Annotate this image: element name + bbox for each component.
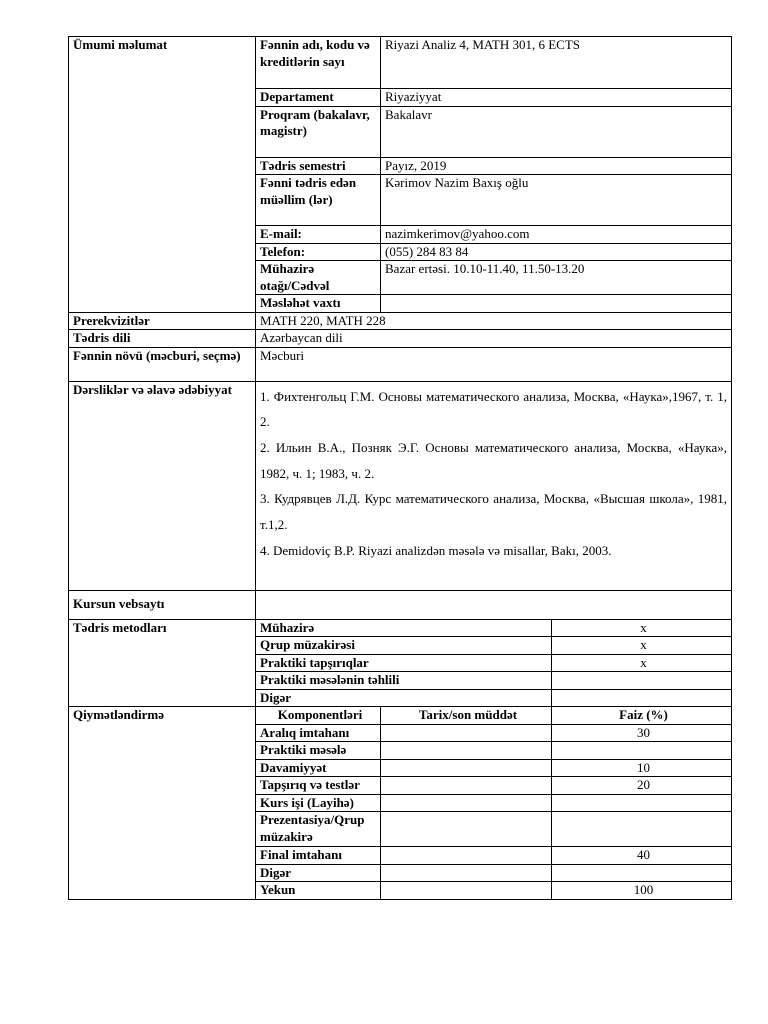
assessment-header-percent: Faiz (%) bbox=[552, 707, 732, 725]
method-name: Mühazirə bbox=[256, 619, 552, 637]
course-type-value: Məcburi bbox=[256, 347, 732, 381]
method-mark: x bbox=[552, 637, 732, 655]
assessment-percent: 30 bbox=[552, 724, 732, 742]
prerequisites-row bbox=[69, 312, 732, 330]
method-mark: x bbox=[552, 619, 732, 637]
assessment-date bbox=[381, 812, 552, 847]
syllabus-table bbox=[68, 36, 732, 900]
consultation-label: Məsləhət vaxtı bbox=[256, 295, 381, 313]
assessment-component: Aralıq imtahanı bbox=[256, 724, 381, 742]
instructor-value: Kərimov Nazim Baxış oğlu bbox=[381, 175, 732, 226]
assessment-percent bbox=[552, 864, 732, 882]
assessment-date bbox=[381, 724, 552, 742]
assessment-percent bbox=[552, 794, 732, 812]
method-mark: x bbox=[552, 654, 732, 672]
assessment-date bbox=[381, 847, 552, 865]
assessment-component: Final imtahanı bbox=[256, 847, 381, 865]
language-value: Azərbaycan dili bbox=[256, 330, 732, 348]
method-name: Digər bbox=[256, 689, 552, 707]
assessment-header-row bbox=[69, 707, 732, 725]
literature-item: 1. Фихтенгольц Г.М. Основы математического анализа, Москва, «Наука»,1967, т. 1, 2. bbox=[260, 388, 728, 430]
assessment-date bbox=[381, 759, 552, 777]
email-label: E-mail: bbox=[256, 226, 381, 244]
language-label: Tədris dili bbox=[69, 330, 256, 348]
semester-label: Tədris semestri bbox=[256, 157, 381, 175]
website-value bbox=[256, 590, 732, 619]
course-name-value: Riyazi Analiz 4, MATH 301, 6 ECTS bbox=[381, 37, 732, 89]
assessment-component: Tapşırıq və testlər bbox=[256, 777, 381, 795]
assessment-date bbox=[381, 882, 552, 900]
method-name: Praktiki məsələnin təhlili bbox=[256, 672, 552, 690]
assessment-header-date: Tarix/son müddət bbox=[381, 707, 552, 725]
semester-value: Payız, 2019 bbox=[381, 157, 732, 175]
assessment-component: Prezentasiya/Qrup müzakirə bbox=[256, 812, 381, 847]
literature-row bbox=[69, 381, 732, 590]
instructor-label: Fənni tədris edən müəllim (lər) bbox=[256, 175, 381, 226]
assessment-percent: 100 bbox=[552, 882, 732, 900]
general-label: Ümumi məlumat bbox=[69, 37, 256, 313]
general-row bbox=[69, 37, 732, 89]
assessment-percent bbox=[552, 812, 732, 847]
assessment-component: Digər bbox=[256, 864, 381, 882]
consultation-value bbox=[381, 295, 732, 313]
prerequisites-value: MATH 220, MATH 228 bbox=[256, 312, 732, 330]
phone-label: Telefon: bbox=[256, 243, 381, 261]
assessment-component: Praktiki məsələ bbox=[256, 742, 381, 760]
method-name: Qrup müzakirəsi bbox=[256, 637, 552, 655]
method-row bbox=[69, 619, 732, 637]
phone-value: (055) 284 83 84 bbox=[381, 243, 732, 261]
methods-label: Tədris metodları bbox=[69, 619, 256, 707]
assessment-label: Qiymətləndirmə bbox=[69, 707, 256, 900]
language-row bbox=[69, 330, 732, 348]
assessment-date bbox=[381, 794, 552, 812]
email-value[interactable]: nazimkerimov@yahoo.com bbox=[381, 226, 732, 244]
department-label: Departament bbox=[256, 89, 381, 107]
literature-item: 4. Demidoviç B.P. Riyazi analizdən məsələ və misallar, Bakı, 2003. bbox=[260, 542, 612, 558]
department-value: Riyaziyyat bbox=[381, 89, 732, 107]
assessment-percent: 10 bbox=[552, 759, 732, 777]
literature-item: 2. Ильин В.А., Позняк Э.Г. Основы математического анализа, Москва, «Наука», 1982, ч. 1; 1983, ч. 2. bbox=[260, 439, 728, 481]
course-name-label: Fənnin adı, kodu və kreditlərin sayı bbox=[256, 37, 381, 89]
assessment-component: Davamiyyət bbox=[256, 759, 381, 777]
program-label: Proqram (bakalavr, magistr) bbox=[256, 106, 381, 157]
prerequisites-label: Prerekvizitlər bbox=[69, 312, 256, 330]
course-type-label: Fənnin növü (məcburi, seçmə) bbox=[69, 347, 256, 381]
assessment-component: Kurs işi (Layihə) bbox=[256, 794, 381, 812]
assessment-date bbox=[381, 864, 552, 882]
program-value: Bakalavr bbox=[381, 106, 732, 157]
assessment-header-component: Komponentləri bbox=[256, 707, 381, 725]
website-row bbox=[69, 590, 732, 619]
assessment-date bbox=[381, 777, 552, 795]
assessment-date bbox=[381, 742, 552, 760]
literature-label: Dərsliklər və əlavə ədəbiyyat bbox=[69, 381, 256, 590]
room-schedule-label: Mühazirə otağı/Cədvəl bbox=[256, 261, 381, 295]
assessment-component: Yekun bbox=[256, 882, 381, 900]
method-mark bbox=[552, 689, 732, 707]
assessment-percent: 40 bbox=[552, 847, 732, 865]
website-label: Kursun vebsaytı bbox=[69, 590, 256, 619]
room-schedule-value: Bazar ertəsi. 10.10-11.40, 11.50-13.20 bbox=[381, 261, 732, 295]
method-name: Praktiki tapşırıqlar bbox=[256, 654, 552, 672]
assessment-percent bbox=[552, 742, 732, 760]
literature-item: 3. Кудрявцев Л.Д. Курс математического анализа, Москва, «Высшая школа», 1981, т.1,2. bbox=[260, 491, 728, 533]
assessment-percent: 20 bbox=[552, 777, 732, 795]
literature-list bbox=[256, 381, 732, 590]
course-type-row bbox=[69, 347, 732, 381]
method-mark bbox=[552, 672, 732, 690]
